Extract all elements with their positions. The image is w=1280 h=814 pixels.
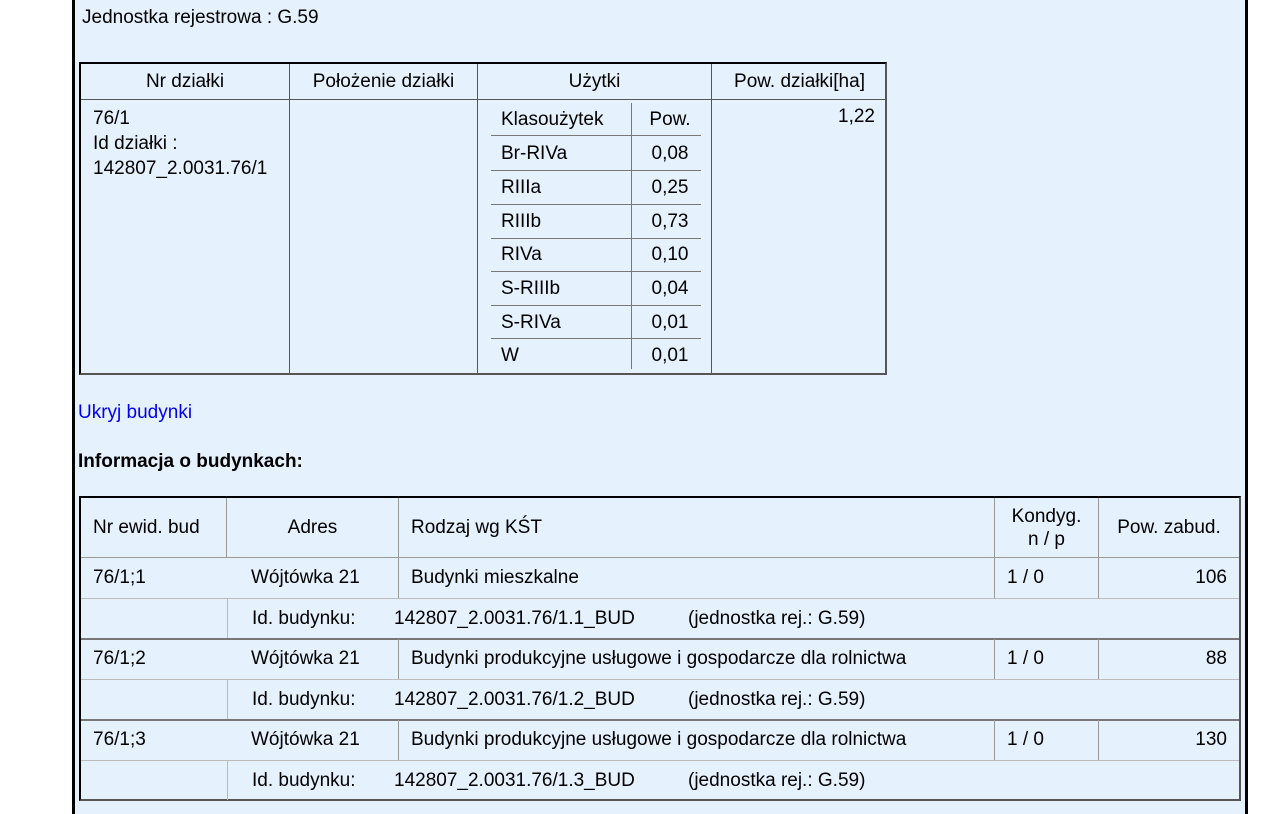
buildings-table [79, 496, 1241, 801]
building-floors: 1 / 0 [1007, 648, 1044, 669]
land-class: S-RIIIb [501, 278, 561, 299]
header-parcel-area: Pow. działki[ha] [734, 71, 865, 92]
building-id: 142807_2.0031.76/1.3_BUD [394, 769, 635, 791]
building-registry-unit: (jednostka rej.: G.59) [688, 608, 866, 629]
parcel-identifier [93, 106, 267, 181]
header-land-use: Użytki [568, 71, 621, 92]
land-use-row [491, 171, 709, 204]
building-area: 106 [1195, 567, 1227, 588]
header-floors [995, 505, 1098, 551]
land-area: 0,01 [651, 345, 689, 366]
land-class: RIVa [501, 244, 542, 265]
land-use-row [491, 137, 709, 170]
header-parcel-number: Nr działki [145, 71, 225, 92]
land-use-row [491, 306, 709, 339]
building-id-row [81, 760, 1239, 800]
land-class: RIIIa [501, 177, 542, 198]
building-floors: 1 / 0 [1007, 567, 1044, 588]
land-area: 0,25 [651, 177, 689, 198]
land-area: 0,01 [651, 312, 689, 333]
building-id-label: Id. budynku: [252, 769, 356, 791]
registry-unit-label: Jednostka rejestrowa : G.59 [82, 7, 319, 28]
land-class: S-RIVa [501, 312, 561, 333]
building-row [81, 720, 1239, 760]
building-row [81, 558, 1239, 598]
building-id: 142807_2.0031.76/1.2_BUD [394, 689, 635, 710]
land-area: 0,04 [651, 278, 689, 299]
header-kst-type: Rodzaj wg KŚT [411, 516, 542, 538]
building-type: Budynki produkcyjne usługowe i gospodarcze dla rolnictwa [411, 648, 907, 669]
building-id-row [81, 679, 1239, 720]
building-area: 130 [1195, 729, 1227, 750]
parcel-table [79, 62, 887, 375]
hide-buildings-link[interactable]: Ukryj budynki [78, 402, 193, 423]
building-number: 76/1;2 [93, 648, 146, 669]
building-type: Budynki produkcyjne usługowe i gospodarcze dla rolnictwa [411, 729, 907, 750]
building-type: Budynki mieszkalne [411, 567, 579, 588]
land-class: W [501, 345, 519, 366]
land-use-row [491, 272, 709, 305]
building-row [81, 639, 1239, 679]
building-number: 76/1;3 [93, 729, 146, 750]
parcel-number: 76/1 [93, 108, 130, 129]
building-address: Wójtówka 21 [251, 648, 360, 669]
header-land-class: Klasoużytek [501, 109, 604, 130]
parcel-id-value: 142807_2.0031.76/1 [93, 158, 268, 179]
land-area: 0,08 [651, 143, 689, 164]
building-floors: 1 / 0 [1007, 729, 1044, 750]
building-number: 76/1;1 [93, 567, 146, 588]
land-area: 0,73 [651, 211, 689, 232]
building-registry-unit: (jednostka rej.: G.59) [688, 689, 866, 710]
header-building-number: Nr ewid. bud [93, 516, 200, 538]
land-use-header-row [491, 103, 709, 136]
land-use-row [491, 339, 709, 372]
building-area: 88 [1205, 648, 1227, 669]
header-built-area: Pow. zabud. [1117, 516, 1221, 538]
building-address: Wójtówka 21 [251, 567, 360, 588]
land-class: Br-RIVa [501, 143, 568, 164]
building-id-label: Id. budynku: [252, 689, 356, 710]
building-id: 142807_2.0031.76/1.1_BUD [394, 608, 635, 629]
building-registry-unit: (jednostka rej.: G.59) [688, 769, 866, 791]
header-floors-line1: Kondyg. [1011, 505, 1082, 527]
buildings-header-row [81, 498, 1239, 557]
header-land-area: Pow. [649, 109, 691, 130]
parcel-id-label: Id działki : [93, 133, 178, 154]
building-id-label: Id. budynku: [252, 608, 356, 629]
building-address: Wójtówka 21 [251, 729, 360, 750]
land-area: 0,10 [651, 244, 689, 265]
header-address: Adres [287, 516, 338, 538]
parcel-area-value: 1,22 [838, 106, 875, 127]
buildings-heading: Informacja o budynkach: [78, 451, 303, 472]
land-use-row [491, 238, 709, 271]
header-parcel-location: Położenie działki [312, 71, 455, 92]
land-class: RIIIb [501, 211, 542, 232]
building-id-row [81, 598, 1239, 639]
header-floors-line2: n / p [1028, 528, 1065, 550]
land-use-row [491, 205, 709, 238]
